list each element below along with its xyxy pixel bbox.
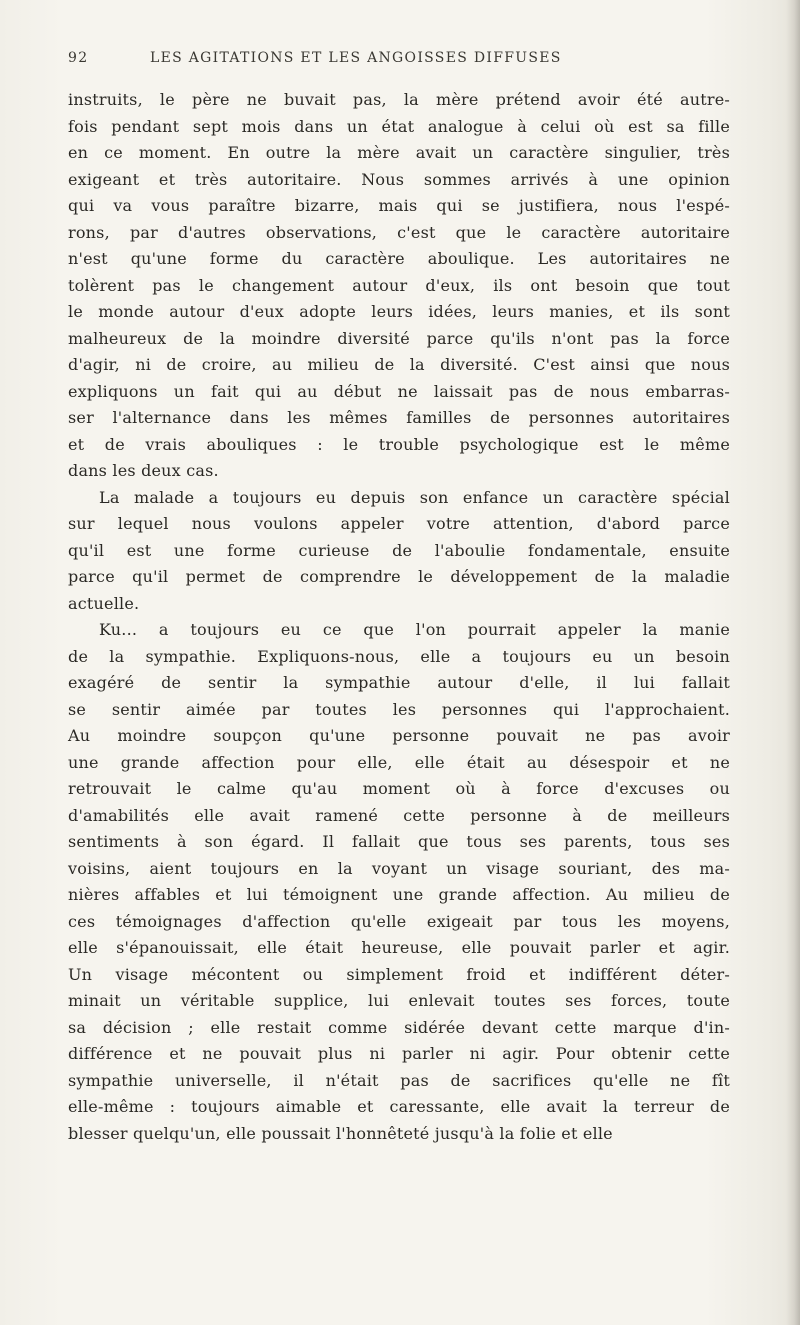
text-line: elle-même : toujours aimable et caressante, elle avait la terreur de <box>68 1097 730 1116</box>
paragraph <box>68 485 730 618</box>
text-line: de la sympathie. Expliquons-nous, elle a toujours eu un besoin <box>68 646 730 666</box>
text-line: retrouvait le calme qu'au moment où à force d'excuses ou <box>68 779 730 798</box>
text-line: voisins, aient toujours en la voyant un visage souriant, des ma- <box>68 858 730 878</box>
text-line: sur lequel nous voulons appeler votre attention, d'abord parce <box>68 514 730 533</box>
text-line: actuelle. <box>68 593 140 613</box>
text-line: malheureux de la moindre diversité parce qu'ils n'ont pas la force <box>68 328 730 348</box>
text-line: n'est qu'une forme du caractère aboulique. Les autoritaires ne <box>68 249 730 268</box>
text-line: exagéré de sentir la sympathie autour d'elle, il lui fallait <box>68 673 730 692</box>
text-line: dans les deux cas. <box>68 461 219 480</box>
text-line: elle s'épanouissait, elle était heureuse, elle pouvait parler et agir. <box>68 938 730 957</box>
text-line: qu'il est une forme curieuse de l'aboulie fondamentale, ensuite <box>68 540 730 560</box>
running-title: LES AGITATIONS ET LES ANGOISSES DIFFUSES <box>150 50 562 66</box>
text-line: exigeant et très autoritaire. Nous sommes arrivés à une opinion <box>68 169 730 189</box>
paragraph <box>68 617 730 1147</box>
text-line: ser l'alternance dans les mêmes familles de personnes autoritaires <box>68 408 730 427</box>
text-line: sa décision ; elle restait comme sidérée devant cette marque d'in- <box>68 1017 730 1037</box>
text-line: instruits, le père ne buvait pas, la mère prétend avoir été autre- <box>68 90 730 109</box>
text-line: qui va vous paraître bizarre, mais qui se justifiera, nous l'espé- <box>68 196 730 215</box>
text-line: La malade a toujours eu depuis son enfance un caractère spécial <box>99 487 730 507</box>
body-text <box>68 87 730 1147</box>
text-line: se sentir aimée par toutes les personnes qui l'approchaient. <box>68 699 730 719</box>
text-line: sentiments à son égard. Il fallait que tous ses parents, tous ses <box>68 832 730 851</box>
text-line: nières affables et lui témoignent une grande affection. Au milieu de <box>68 885 730 904</box>
text-line: tolèrent pas le changement autour d'eux, ils ont besoin que tout <box>68 275 730 295</box>
text-line: Ku... a toujours eu ce que l'on pourrait appeler la manie <box>99 620 730 639</box>
text-line: le monde autour d'eux adopte leurs idées, leurs manies, et ils sont <box>68 302 730 321</box>
text-line: blesser quelqu'un, elle poussait l'honnêteté jusqu'à la folie et elle <box>68 1123 613 1143</box>
text-line: parce qu'il permet de comprendre le développement de la maladie <box>68 567 730 586</box>
page-header <box>68 50 728 72</box>
text-line: sympathie universelle, il n'était pas de sacrifices qu'elle ne fît <box>68 1070 730 1090</box>
text-line: une grande affection pour elle, elle était au désespoir et ne <box>68 752 730 772</box>
text-line: et de vrais abouliques : le trouble psychologique est le même <box>68 434 730 454</box>
text-line: en ce moment. En outre la mère avait un caractère singulier, très <box>68 143 730 162</box>
text-line: expliquons un fait qui au début ne laissait pas de nous embarras- <box>68 381 730 401</box>
text-line: minait un véritable supplice, lui enlevait toutes ses forces, toute <box>68 991 730 1010</box>
page-edge-shadow <box>786 0 800 1325</box>
text-line: fois pendant sept mois dans un état analogue à celui où est sa fille <box>68 116 730 136</box>
text-line: rons, par d'autres observations, c'est que le caractère autoritaire <box>68 222 730 242</box>
text-line: Un visage mécontent ou simplement froid et indifférent déter- <box>68 964 730 984</box>
text-line: d'agir, ni de croire, au milieu de la diversité. C'est ainsi que nous <box>68 355 730 374</box>
text-line: différence et ne pouvait plus ni parler ni agir. Pour obtenir cette <box>68 1044 730 1063</box>
text-line: d'amabilités elle avait ramené cette personne à de meilleurs <box>68 805 730 825</box>
text-line: Au moindre soupçon qu'une personne pouvait ne pas avoir <box>68 726 730 745</box>
text-line: ces témoignages d'affection qu'elle exigeait par tous les moyens, <box>68 911 730 931</box>
paragraph <box>68 87 730 485</box>
page-number: 92 <box>68 50 89 66</box>
